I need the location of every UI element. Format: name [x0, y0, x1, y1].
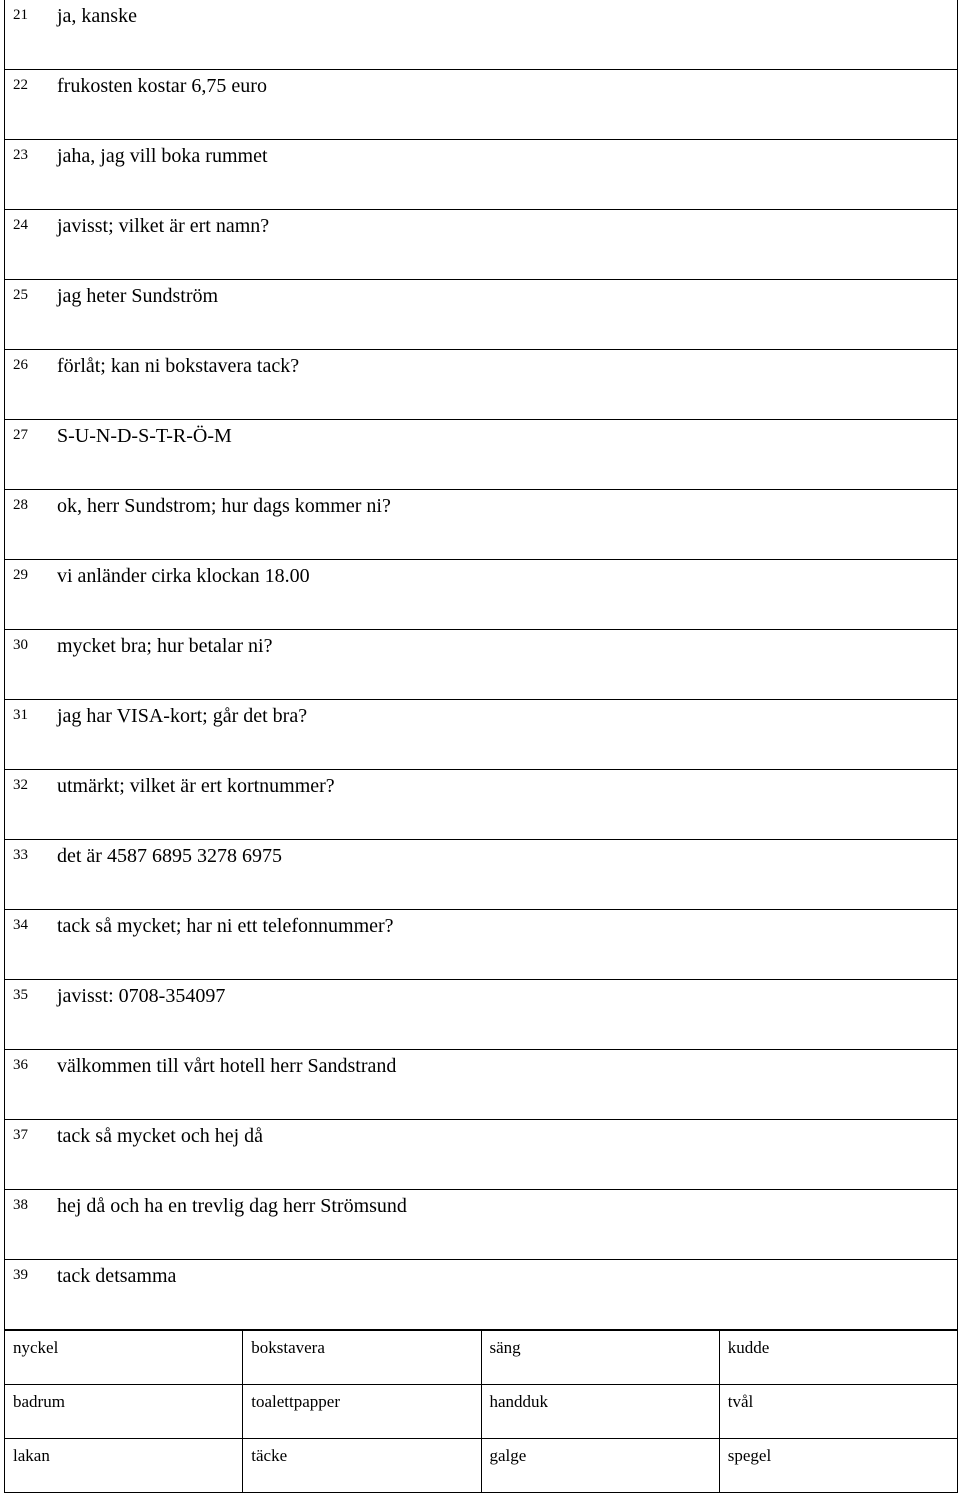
line-number: 39 — [13, 1267, 28, 1283]
line-number: 22 — [13, 77, 28, 93]
dialogue-row — [5, 1120, 957, 1190]
dialogue-row — [5, 980, 957, 1050]
vocabulary-cell — [719, 1439, 957, 1493]
line-text: mycket bra; hur betalar ni? — [57, 635, 273, 657]
line-number: 33 — [13, 847, 28, 863]
dialogue-row — [5, 350, 957, 420]
line-text: jag har VISA-kort; går det bra? — [57, 705, 308, 727]
dialogue-row — [5, 210, 957, 280]
vocabulary-cell — [719, 1331, 957, 1385]
line-number: 21 — [13, 7, 28, 23]
vocabulary-word: kudde — [727, 1338, 770, 1357]
line-number: 25 — [13, 287, 28, 303]
line-text: utmärkt; vilket är ert kortnummer? — [57, 775, 335, 797]
dialogue-row — [5, 840, 957, 910]
vocabulary-table — [4, 1330, 958, 1493]
line-number: 27 — [13, 427, 28, 443]
vocabulary-word: bokstavera — [251, 1338, 325, 1357]
vocabulary-word: lakan — [13, 1446, 50, 1465]
vocabulary-cell — [481, 1331, 719, 1385]
vocabulary-cell — [243, 1439, 481, 1493]
line-number: 38 — [13, 1197, 28, 1213]
vocabulary-row — [5, 1439, 958, 1493]
vocabulary-cell — [481, 1439, 719, 1493]
line-text: frukosten kostar 6,75 euro — [57, 75, 267, 97]
line-number: 32 — [13, 777, 28, 793]
dialogue-row — [5, 770, 957, 840]
dialogue-row — [5, 700, 957, 770]
line-text: tack så mycket; har ni ett telefonnummer? — [57, 915, 394, 937]
line-text: vi anländer cirka klockan 18.00 — [57, 565, 310, 587]
line-number: 31 — [13, 707, 28, 723]
line-text: tack så mycket och hej då — [57, 1125, 264, 1147]
line-text: S-U-N-D-S-T-R-Ö-M — [57, 425, 232, 447]
line-text: förlåt; kan ni bokstavera tack? — [57, 355, 300, 377]
dialogue-row — [5, 1050, 957, 1120]
vocabulary-cell — [243, 1331, 481, 1385]
line-text: javisst; vilket är ert namn? — [57, 215, 270, 237]
line-number: 36 — [13, 1057, 28, 1073]
line-number: 29 — [13, 567, 28, 583]
dialogue-row — [5, 140, 957, 210]
dialogue-row — [5, 910, 957, 980]
line-text: jag heter Sundström — [57, 285, 219, 307]
dialogue-row — [5, 0, 957, 70]
line-number: 24 — [13, 217, 28, 233]
dialogue-row — [5, 70, 957, 140]
line-number: 23 — [13, 147, 28, 163]
line-text: välkommen till vårt hotell herr Sandstrand — [57, 1055, 397, 1077]
vocabulary-word: tvål — [727, 1392, 754, 1411]
dialogue-row — [5, 420, 957, 490]
line-number: 37 — [13, 1127, 28, 1143]
line-number: 26 — [13, 357, 28, 373]
vocabulary-word: galge — [489, 1446, 527, 1465]
line-number: 30 — [13, 637, 28, 653]
vocabulary-word: spegel — [727, 1446, 772, 1465]
vocabulary-cell — [5, 1385, 243, 1439]
dialogue-row — [5, 280, 957, 350]
dialogue-row — [5, 490, 957, 560]
dialogue-row — [5, 560, 957, 630]
dialogue-row — [5, 1190, 957, 1260]
line-text: tack detsamma — [57, 1265, 177, 1287]
vocabulary-word: täcke — [251, 1446, 288, 1465]
line-text: ja, kanske — [57, 5, 137, 27]
line-text: javisst: 0708-354097 — [57, 985, 226, 1007]
vocabulary-cell — [719, 1385, 957, 1439]
line-text: ok, herr Sundstrom; hur dags kommer ni? — [57, 495, 391, 517]
vocabulary-row — [5, 1385, 958, 1439]
vocabulary-word: nyckel — [13, 1338, 59, 1357]
line-text: det är 4587 6895 3278 6975 — [57, 845, 282, 867]
vocabulary-row — [5, 1331, 958, 1385]
vocabulary-word: säng — [489, 1338, 521, 1357]
vocabulary-cell — [5, 1439, 243, 1493]
dialogue-row — [5, 1260, 957, 1330]
line-number: 28 — [13, 497, 28, 513]
vocabulary-cell — [5, 1331, 243, 1385]
line-number: 34 — [13, 917, 28, 933]
line-text: jaha, jag vill boka rummet — [57, 145, 268, 167]
dialogue-table — [4, 0, 958, 1330]
line-number: 35 — [13, 987, 28, 1003]
vocabulary-cell — [243, 1385, 481, 1439]
vocabulary-word: toalettpapper — [251, 1392, 340, 1411]
vocabulary-word: badrum — [13, 1392, 65, 1411]
vocabulary-cell — [481, 1385, 719, 1439]
dialogue-row — [5, 630, 957, 700]
line-text: hej då och ha en trevlig dag herr Strömsund — [57, 1195, 407, 1217]
vocabulary-word: handduk — [489, 1392, 549, 1411]
